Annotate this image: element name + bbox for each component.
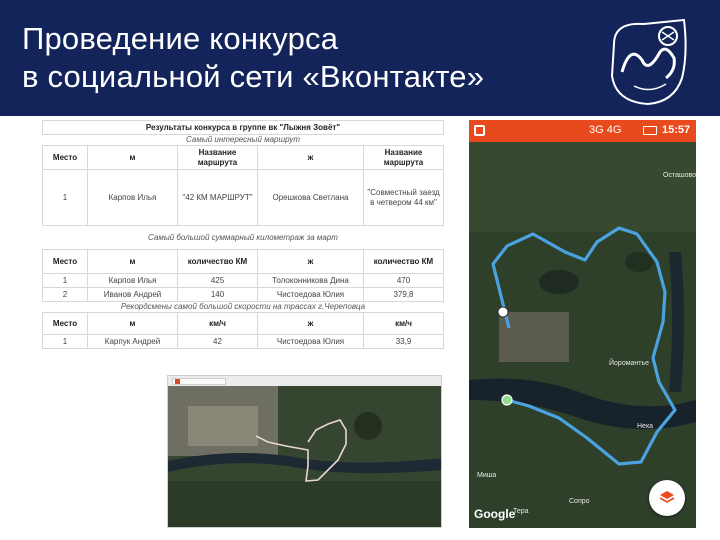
table-cell: "42 КМ МАРШРУТ" [178,170,258,226]
google-watermark: Google [474,507,516,521]
table-header-cell: ж [258,250,364,274]
table-cell: Толоконникова Дина [258,274,364,288]
results-table-image [42,120,443,366]
section-title-interesting-route: Самый интересный маршрут [43,135,444,146]
table-cell: Карпов Илья [88,170,178,226]
mobile-map-screenshot [469,120,696,528]
table-header-cell: Название маршрута [364,146,444,170]
table-row [43,288,444,302]
map-label: Тера [513,508,529,515]
mobile-satellite-map [469,142,696,528]
table-header-cell: количество КМ [178,250,258,274]
table-cell: Карпов Илья [88,274,178,288]
table-header-cell: км/ч [178,313,258,335]
slide-title [22,20,484,96]
clock: 15:57 [662,124,691,136]
table-cell: 1 [43,274,88,288]
table-row [43,274,444,288]
map-label: Сопро [569,498,590,505]
browser-tab [172,378,226,385]
desktop-map-screenshot [167,375,442,528]
table-cell: 33,9 [364,335,444,349]
table-cell: Чистоедова Юлия [258,288,364,302]
map-label: Миша [477,472,497,479]
table-header-cell: Название маршрута [178,146,258,170]
network-indicator: 3G 4G [589,124,622,136]
table-cell: 1 [43,170,88,226]
table-row [43,335,444,349]
slide-header [0,0,720,116]
table-cell: 379,8 [364,288,444,302]
results-table [42,120,444,349]
layers-button[interactable] [649,480,685,516]
apps-icon [474,125,485,136]
table-cell: 140 [178,288,258,302]
table-header-cell: км/ч [364,313,444,335]
title-line-1: Проведение конкурса [22,21,339,56]
table-cell: Иванов Андрей [88,288,178,302]
layers-icon [658,489,676,507]
chereshnevo-logo-icon [604,14,692,108]
strava-tab-icon [175,379,180,384]
table-header-cell: ж [258,313,364,335]
table-header-cell: м [88,146,178,170]
map-label: Йоромантье [609,360,650,367]
table-header-cell: Место [43,313,88,335]
table-header-cell: ж [258,146,364,170]
route-finish-marker [498,307,508,317]
title-line-2: в социальной сети «Вконтакте» [22,59,485,94]
section-title-total-distance: Самый большой суммарный километраж за март [43,226,444,250]
table-header-cell: м [88,250,178,274]
table-cell: 42 [178,335,258,349]
desktop-satellite-map [168,386,442,528]
table-cell: 425 [178,274,258,288]
table-cell: Орешкова Светлана [258,170,364,226]
table-header-cell: количество КМ [364,250,444,274]
map-label: Осташово [663,172,696,179]
table-cell: Чистоедова Юлия [258,335,364,349]
table-header-cell: Место [43,146,88,170]
section-title-speed-records: Рекордсмены самой большой скорости на трассах г.Череповца [43,302,444,313]
table-row [43,170,444,226]
table-header-cell: м [88,313,178,335]
table-cell: 470 [364,274,444,288]
table-cell: 1 [43,335,88,349]
table-header-cell: Место [43,250,88,274]
map-label: Нека [637,423,654,430]
battery-icon [643,126,657,135]
results-banner: Результаты конкурса в группе вк "Лыжня Зовёт" [43,121,444,135]
table-cell: Карпук Андрей [88,335,178,349]
table-cell: "Совместный заезд в четвером 44 км" [364,170,444,226]
phone-status-bar [469,120,696,142]
table-cell: 2 [43,288,88,302]
browser-tab-bar [168,376,441,386]
route-start-marker [502,395,512,405]
